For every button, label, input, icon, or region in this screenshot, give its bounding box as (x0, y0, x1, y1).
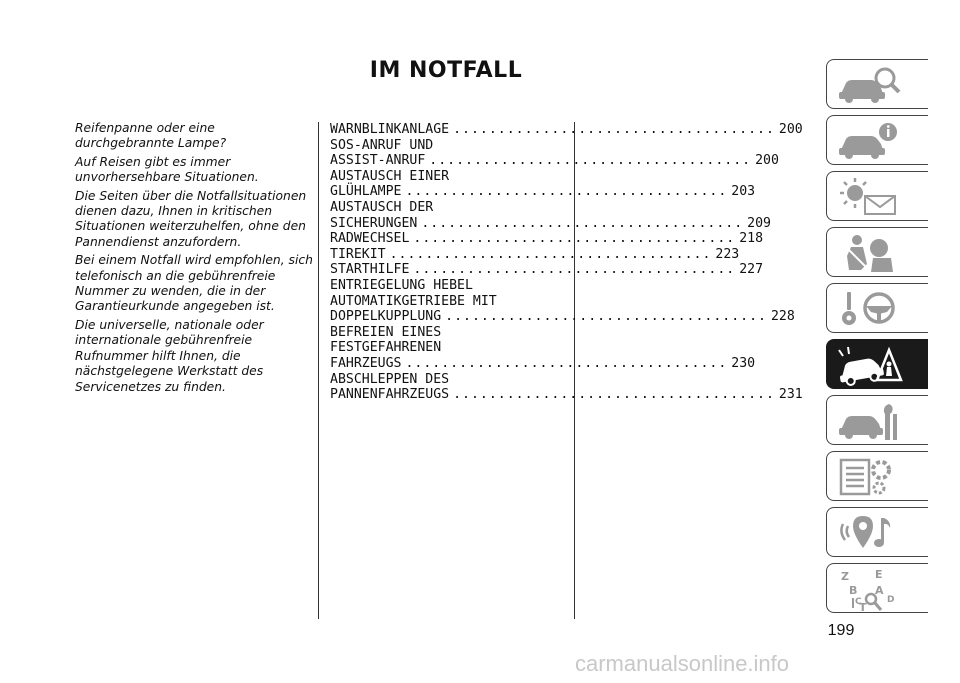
car-dashboard-icon (837, 64, 901, 106)
toc-page-number: 231 (778, 387, 803, 403)
tab-safety[interactable] (826, 227, 928, 277)
toc-entry[interactable] (330, 246, 740, 263)
airbag-seatbelt-icon (837, 232, 901, 274)
watermark: carmanualsonline.info (575, 651, 790, 676)
toc-entry-title: STARTHILFE (330, 262, 410, 278)
tab-warning-lights[interactable] (826, 171, 928, 221)
toc-entry[interactable] (330, 262, 764, 278)
intro-text (75, 121, 315, 398)
technical-data-icon (837, 456, 901, 498)
toc-leader-dots: .................................... (413, 231, 736, 247)
column-divider (318, 122, 319, 619)
toc-entry[interactable] (330, 122, 803, 138)
index-letter: B (849, 584, 858, 597)
toc-page-number: 200 (778, 122, 803, 137)
toc-entry-title: BEFREIEN EINES (330, 324, 442, 340)
alphabetical-index-icon (837, 568, 901, 612)
toc-entry[interactable] (330, 324, 756, 372)
toc-page-number: 200 (755, 153, 779, 169)
steering-wheel-key-icon (837, 288, 901, 330)
warning-light-message-icon (837, 176, 901, 218)
toc-entry[interactable] (330, 231, 764, 247)
tab-technical-data[interactable] (826, 451, 928, 501)
toc-entry-title: AUTOMATIKGETRIEBE MIT (330, 293, 497, 309)
index-letter: A (875, 584, 884, 597)
toc-entry-title: SICHERUNGEN (330, 215, 418, 231)
index-letter: Z (841, 570, 849, 583)
toc-leader-dots: .................................... (405, 355, 728, 371)
toc-page-number: 209 (747, 215, 771, 231)
toc-entry[interactable] (330, 199, 771, 231)
toc-entry[interactable] (330, 137, 779, 169)
toc-leader-dots: .................................... (405, 184, 728, 200)
toc-entry-title: TIREKIT (330, 246, 386, 262)
toc-entry[interactable] (330, 168, 756, 200)
intro-paragraph: Die Seiten über die Notfallsituationen dienen dazu, Ihnen in kritischen Situationen weiterzuhelfen, ohne den Pannendienst anzufordern. (75, 188, 307, 249)
toc-leader-dots: .................................... (429, 153, 752, 169)
index-letter: D (887, 595, 895, 605)
car-maintenance-icon (837, 400, 901, 442)
toc-entry-title: ASSIST-ANRUF (330, 153, 426, 169)
car-info-icon (837, 120, 901, 162)
intro-paragraph: Auf Reisen gibt es immer unvorhersehbare Situationen. (75, 154, 259, 185)
toc-entry[interactable] (330, 371, 803, 403)
toc-page-number: 218 (739, 231, 764, 247)
toc-page-number: 227 (739, 262, 764, 278)
page-title: IM NOTFALL (369, 58, 523, 83)
tab-multimedia[interactable] (826, 507, 928, 557)
toc-leader-dots: .................................... (389, 246, 712, 262)
toc-leader-dots: .................................... (413, 262, 736, 278)
toc-entry-title: AUSTAUSCH DER (330, 199, 434, 215)
toc-leader-dots: .................................... (421, 215, 744, 231)
intro-paragraph: Bei einem Notfall wird empfohlen, sich telefonisch an die gebührenfreie Nummer zu wenden, die in der Garantieurkunde angegeben ist. (75, 253, 313, 314)
intro-paragraph: Die universelle, nationale oder internationale gebührenfreie Rufnummer hilft Ihnen, die nächstgelegene Werkstatt des Servicenetzes zu finden. (75, 317, 264, 394)
toc-page-number: 223 (715, 246, 740, 262)
intro-paragraph: Reifenpanne oder eine durchgebrannte Lampe? (75, 121, 227, 151)
toc-leader-dots: .................................... (453, 122, 775, 137)
toc-entry-title: ABSCHLEPPEN DES (330, 371, 450, 387)
page-number: 199 (827, 622, 855, 639)
tab-car-info[interactable] (826, 115, 928, 165)
toc-entry-title: PANNENFAHRZEUGS (330, 387, 450, 403)
toc-entry-title: SOS-ANRUF UND (330, 137, 434, 153)
tab-car-dashboard[interactable] (826, 59, 928, 109)
multimedia-icon (837, 512, 901, 554)
tab-starting-driving[interactable] (826, 283, 928, 333)
table-of-contents (330, 122, 803, 403)
toc-entry[interactable] (330, 277, 795, 325)
tab-index[interactable] (826, 563, 928, 613)
index-letter: C (855, 597, 862, 607)
tab-emergency[interactable] (826, 339, 928, 389)
toc-entry-title: FAHRZEUGS (330, 355, 402, 371)
toc-page-number: 230 (731, 355, 756, 371)
toc-entry-title: FESTGEFAHRENEN (330, 340, 442, 356)
toc-leader-dots: .................................... (445, 309, 767, 325)
index-letter: T (859, 601, 867, 614)
tab-maintenance[interactable] (826, 395, 928, 445)
toc-entry-title: AUSTAUSCH EINER (330, 168, 450, 184)
toc-entry-title: GLÜHLAMPE (330, 184, 402, 200)
car-emergency-icon (837, 344, 901, 386)
toc-entry-title: DOPPELKUPPLUNG (330, 309, 442, 325)
toc-entry-title: WARNBLINKANLAGE (330, 122, 450, 137)
index-letter: E (875, 568, 883, 581)
toc-page-number: 228 (770, 309, 795, 325)
toc-page-number: 203 (731, 184, 756, 200)
toc-entry-title: ENTRIEGELUNG HEBEL (330, 277, 473, 293)
toc-entry-title: RADWECHSEL (330, 231, 410, 247)
toc-leader-dots: .................................... (453, 387, 775, 403)
